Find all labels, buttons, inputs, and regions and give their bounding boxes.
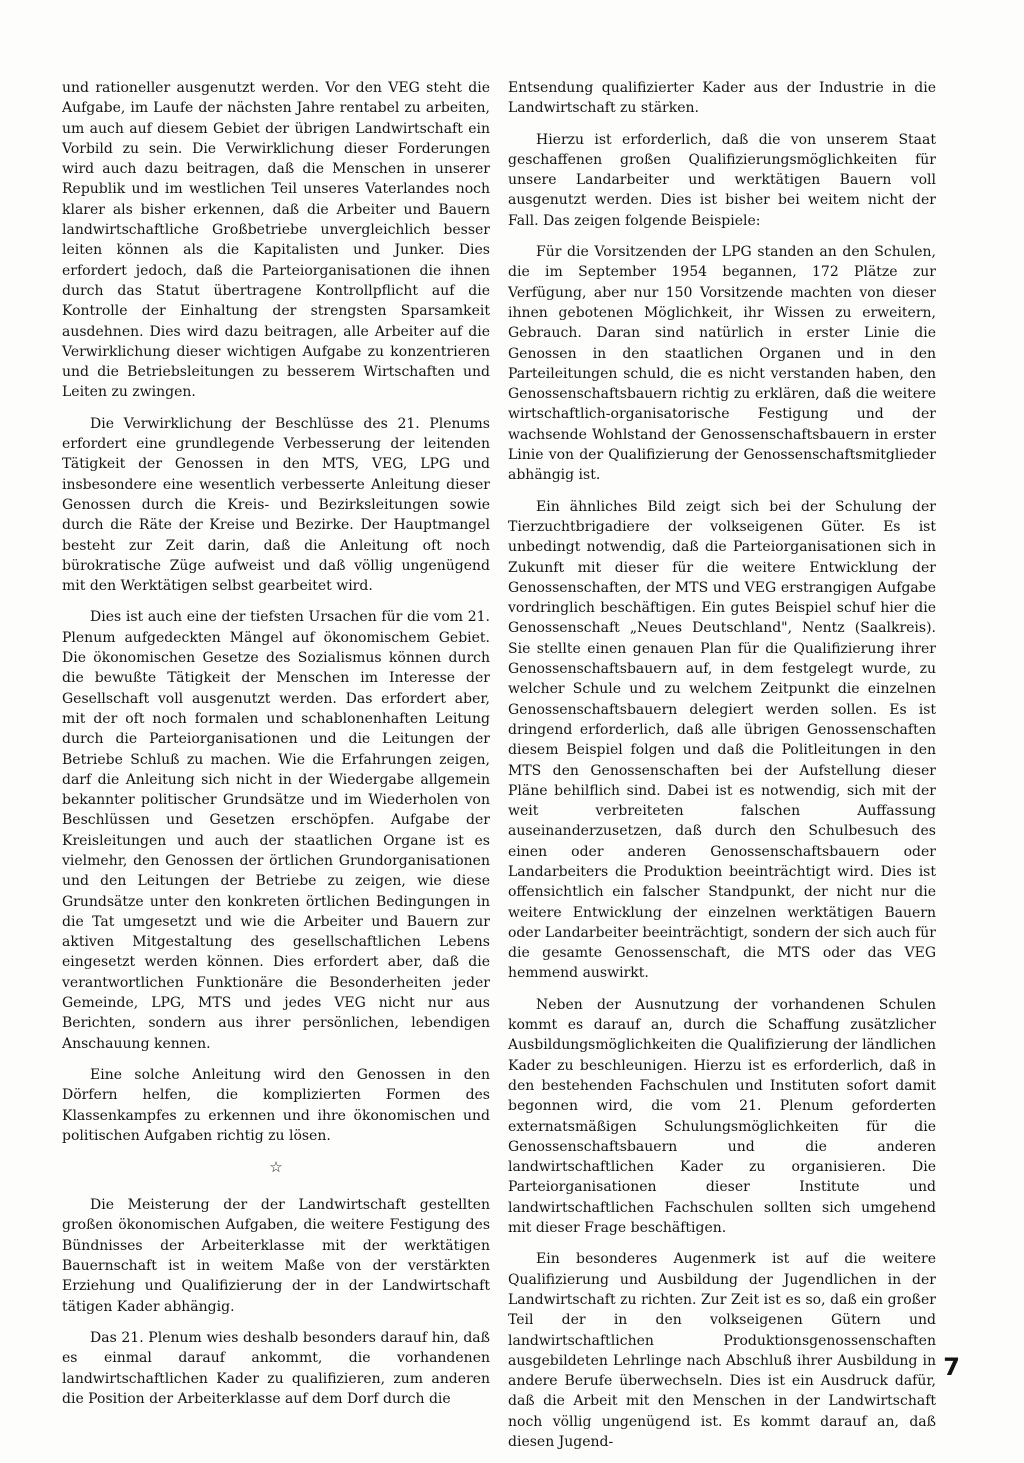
paragraph: Die Verwirklichung der Beschlüsse des 21. Plenums erfordert eine grundlegende Verbesserung der leitenden Tätigkeit der Genossen in den MTS, VEG, LPG und insbesondere eine wesentlich verbesserte Anleitung dieser Genossen durch die Kreis- und Bezirksleitungen sowie durch die Räte der Kreise und Bezirke. Der Hauptmangel besteht zur Zeit darin, daß die Anleitung oft noch bürokratische Züge aufweist und daß völlig ungenügend mit den Werktätigen selbst gearbeitet wird.: [62, 415, 490, 595]
paragraph: Ein besonderes Augenmerk ist auf die weitere Qualifizierung und Ausbildung der Jugendlichen in der Landwirtschaft zu richten. Zur Zeit ist es so, daß ein großer Teil der in den volkseigenen Gütern und landwirtschaftlichen Produktionsgenossenschaften ausgebildeten Lehrlinge nach Abschluß ihrer Ausbildung in andere Berufe überwechseln. Dies ist ein Ausdruck dafür, daß die Arbeit mit den Menschen in der Landwirtschaft noch völlig ungenügend ist. Es kommt darauf an, daß diesen Jugend-: [508, 1251, 936, 1450]
paragraph: und rationeller ausgenutzt werden. Vor den VEG steht die Aufgabe, im Laufe der nächsten Jahre rentabel zu arbeiten, um auch auf diesem Gebiet der übrigen Landwirtschaft ein Vorbild zu sein. Die Verwirklichung dieser Forderungen wird auch dazu beitragen, daß die Menschen in unserer Republik und im westlichen Teil unseres Vaterlandes noch klarer als bisher erkennen, daß die Arbeiter und Bauern landwirtschaftliche Großbetriebe unvergleichlich besser leiten können als die Kapitalisten und Junker. Dies erfordert jedoch, daß die Parteiorganisationen die ihnen durch das Statut übertragene Kontrollpflicht auf die Kontrolle der Einhaltung der strengsten Sparsamkeit ausdehnen. Dies wird dazu beitragen, alle Arbeiter auf die Verwirklichung dieser wichtigen Aufgabe zu konzentrieren und die Betriebsleitungen zu besserem Wirtschaften und Leiten zu zwingen.: [62, 80, 490, 401]
paragraph: Die Meisterung der der Landwirtschaft gestellten großen ökonomischen Aufgaben, die weitere Festigung des Bündnisses der Arbeiterklasse mit der werktätigen Bauernschaft ist in weitem Maße von der verstärkten Erziehung und Qualifizierung der in der Landwirtschaft tätigen Kader abhängig.: [62, 1197, 490, 1315]
section-separator-star: ☆: [269, 1158, 283, 1177]
paragraph: Eine solche Anleitung wird den Genossen in den Dörfern helfen, die komplizierten Formen des Klassenkampfes zu erkennen und ihre ökonomischen und politischen Aufgaben richtig zu lösen.: [62, 1066, 490, 1144]
paragraph: Neben der Ausnutzung der vorhandenen Schulen kommt es darauf an, durch die Schaffung zusätzlicher Ausbildungsmöglichkeiten die Qualifizierung der ländlichen Kader zu beschleunigen. Hierzu ist es erforderlich, daß in den bestehenden Fachschulen und Instituten sofort damit begonnen wird, die vom 21. Plenum geforderten externatsmäßigen Schulungsmöglichkeiten für die Genossenschaftsbauern und die anderen landwirtschaftlichen Kader zu organisieren. Die Parteiorganisationen dieser Institute und landwirtschaftlichen Fachschulen sollten sich umgehend mit dieser Frage beschäftigen.: [508, 996, 936, 1237]
paragraph: Ein ähnliches Bild zeigt sich bei der Schulung der Tierzuchtbrigadiere der volkseigenen Güter. Es ist unbedingt notwendig, daß die Parteiorganisationen sich in Zukunft mit dieser für die weitere Entwicklung der Genossenschaften, der MTS und VEG erstrangigen Aufgabe vordringlich beschäftigen. Ein gutes Beispiel schuf hier die Genossenschaft „Neues Deutschland", Nentz (Saalkreis). Sie stellte einen genauen Plan für die Qualifizierung ihrer Genossenschaftsbauern auf, in dem festgelegt wurde, zu welcher Schule und zu welchem Zeitpunkt die einzelnen Genossenschaftsbauern delegiert werden sollen. Es ist dringend erforderlich, daß alle übrigen Genossenschaften diesem Beispiel folgen und daß die Politleitungen in den MTS den Genossenschaften bei der Aufstellung dieser Pläne behilflich sind. Dabei ist es notwendig, sich mit der weit verbreiteten falschen Auffassung auseinanderzusetzen, daß durch den Schulbesuch des einen oder anderen Genossenschaftsbauern oder Landarbeiters die Produktion beeinträchtigt wird. Dies ist offensichtlich ein falscher Standpunkt, der nicht nur die weitere Entwicklung der einzelnen werktätigen Bauern oder Landarbeiter beeinträchtigt, sondern der sich auch für die gesamte Genossenschaft, die MTS oder das VEG hemmend auswirkt.: [508, 498, 936, 982]
left-column: [62, 78, 490, 1420]
paragraph: Hierzu ist erforderlich, daß die von unserem Staat geschaffenen großen Qualifizierungsmöglichkeiten für unsere Landarbeiter und werktätigen Bauern voll ausgenutzt werden. Dies ist bisher bei weitem nicht der Fall. Das zeigen folgende Beispiele:: [508, 131, 936, 229]
paragraph: Entsendung qualifizierter Kader aus der Industrie in die Landwirtschaft zu stärken.: [508, 80, 936, 117]
right-column: [508, 78, 936, 1463]
paragraph: Das 21. Plenum wies deshalb besonders darauf hin, daß es einmal darauf ankommt, die vorhandenen landwirtschaftlichen Kader zu qualifizieren, zum anderen die Position der Arbeiterklasse auf dem Dorf durch die: [62, 1329, 490, 1407]
paragraph: Dies ist auch eine der tiefsten Ursachen für die vom 21. Plenum aufgedeckten Mängel auf ökonomischem Gebiet. Die ökonomischen Gesetze des Sozialismus können durch die bewußte Tätigkeit der Menschen im Interesse der Gesellschaft voll ausgenutzt werden. Das erfordert aber, mit der oft noch formalen und schablonenhaften Leitung durch die Parteiorganisationen und die Leitungen der Betriebe Schluß zu machen. Wie die Erfahrungen zeigen, darf die Anleitung sich nicht in der Wiedergabe allgemein bekannter politischer Grundsätze und im Wiederholen von Beschlüssen und Gesetzen erschöpfen. Aufgabe der Kreisleitungen und auch der staatlichen Organe ist es vielmehr, den Genossen der örtlichen Grundorganisationen und den Leitungen der Betriebe zu zeigen, wie diese Grundsätze unter den konkreten örtlichen Bedingungen in die Tat umgesetzt und wie die Arbeiter und Bauern zur aktiven Mitgestaltung des gesellschaftlichen Lebens eingesetzt werden können. Dies erfordert aber, daß die verantwortlichen Funktionäre die Besonderheiten jeder Gemeinde, LPG, MTS und jedes VEG nicht nur aus Berichten, sondern aus ihrer persönlichen, lebendigen Anschauung kennen.: [62, 609, 490, 1052]
page-number: 7: [943, 1353, 960, 1381]
paragraph: Für die Vorsitzenden der LPG standen an den Schulen, die im September 1954 begannen, 172 Plätze zur Verfügung, aber nur 150 Vorsitzende machten von dieser ihnen gebotenen Möglichkeit, ihr Wissen zu erweitern, Gebrauch. Daran sind natürlich in erster Linie die Genossen in den staatlichen Organen und in den Parteileitungen schuld, die es nicht verstanden haben, den Genossenschaftsbauern richtig zu erklären, daß die weitere wirtschaftlich-organisatorische Festigung und der wachsende Wohlstand der Genossenschaftsbauern in erster Linie von der Qualifizierung der Genossenschaftsmitglieder abhängig ist.: [508, 244, 936, 484]
